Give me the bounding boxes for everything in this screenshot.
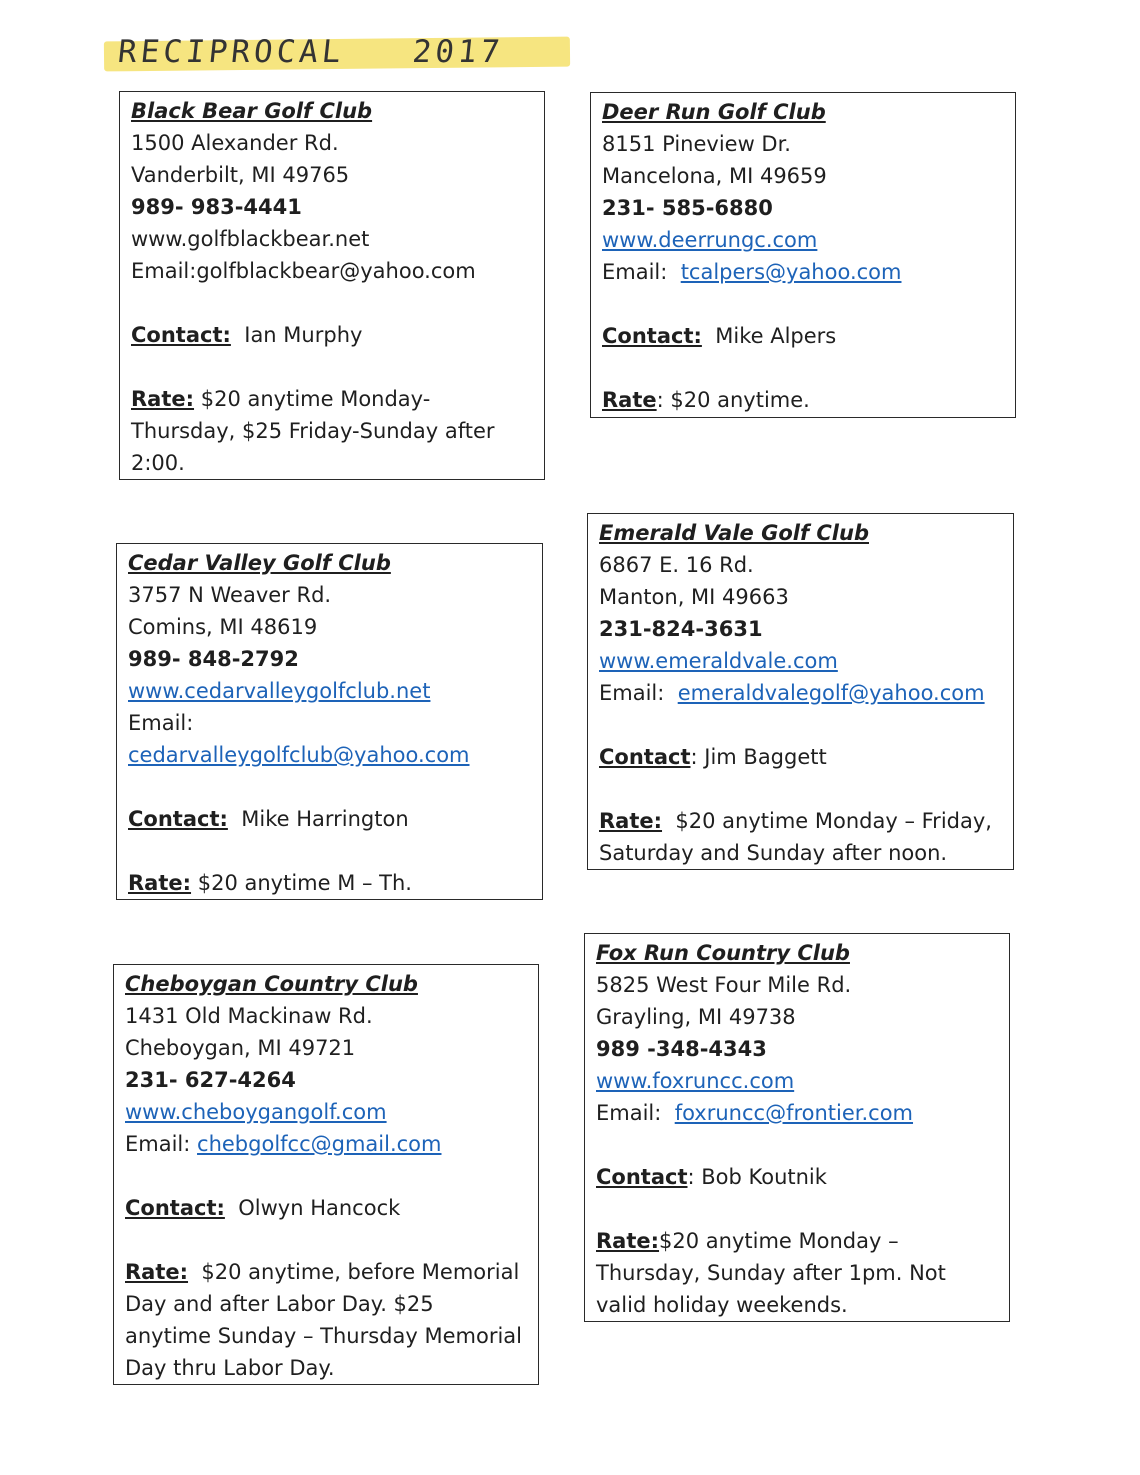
rate-label: Rate:: [125, 1260, 189, 1284]
rate-text: $20 anytime, before Memorial: [201, 1260, 520, 1284]
contact-label: Contact:: [128, 807, 228, 831]
address-line-1: 1431 Old Mackinaw Rd.: [125, 1004, 373, 1028]
rate-label: Rate:: [596, 1229, 660, 1253]
rate-text: $20 anytime Monday – Friday,: [675, 809, 992, 833]
contact-name: : Bob Koutnik: [687, 1165, 827, 1189]
phone-number: 231- 627-4264: [125, 1068, 296, 1092]
club-card-emerald-vale: [587, 513, 1014, 870]
club-name: Fox Run Country Club: [596, 941, 850, 965]
rate-line-4: Day thru Labor Day.: [125, 1356, 335, 1380]
website-link[interactable]: www.cheboygangolf.com: [125, 1100, 387, 1124]
club-name: Cedar Valley Golf Club: [128, 551, 391, 575]
rate-label: Rate:: [599, 809, 663, 833]
address-line-1: 1500 Alexander Rd.: [131, 131, 339, 155]
contact-line: [128, 803, 542, 835]
contact-name: Mike Harrington: [241, 807, 409, 831]
email-line: [602, 256, 1015, 288]
contact-line: [602, 320, 1015, 352]
address-line-2: Cheboygan, MI 49721: [125, 1036, 356, 1060]
club-name: Emerald Vale Golf Club: [599, 521, 869, 545]
contact-line: [131, 319, 544, 351]
rate-line-2: Saturday and Sunday after noon.: [599, 841, 948, 865]
contact-line: [125, 1192, 538, 1224]
email-text: golfblackbear@yahoo.com: [196, 259, 476, 283]
club-name: Black Bear Golf Club: [131, 99, 373, 123]
rate-line-1: [596, 1225, 1009, 1257]
page-title-text: RECIPROCAL 2017: [116, 34, 506, 70]
contact-label: Contact:: [131, 323, 231, 347]
website-link[interactable]: www.emeraldvale.com: [599, 649, 838, 673]
phone-number: 231-824-3631: [599, 617, 763, 641]
club-name: Deer Run Golf Club: [602, 100, 826, 124]
address-line-2: Comins, MI 48619: [128, 615, 318, 639]
club-name: Cheboygan Country Club: [125, 972, 418, 996]
rate-line-2: Thursday, Sunday after 1pm. Not: [596, 1261, 946, 1285]
contact-name: Olwyn Hancock: [238, 1196, 401, 1220]
email-line: [125, 1128, 538, 1160]
club-card-cheboygan: [113, 964, 539, 1385]
email-link[interactable]: cedarvalleygolfclub@yahoo.com: [128, 743, 470, 767]
address-line-2: Vanderbilt, MI 49765: [131, 163, 350, 187]
rate-line-1: [131, 383, 544, 415]
contact-name: Ian Murphy: [244, 323, 363, 347]
rate-line-2: Day and after Labor Day. $25: [125, 1292, 434, 1316]
email-line: [131, 255, 544, 287]
club-card-cedar-valley: [116, 543, 543, 900]
address-line-1: 3757 N Weaver Rd.: [128, 583, 332, 607]
contact-label: Contact:: [125, 1196, 225, 1220]
address-line-1: 5825 West Four Mile Rd.: [596, 973, 852, 997]
rate-label: Rate:: [128, 871, 192, 895]
rate-line-1: [128, 867, 542, 899]
rate-line-3: valid holiday weekends.: [596, 1293, 848, 1317]
contact-name: Mike Alpers: [715, 324, 837, 348]
rate-line-1: [602, 384, 1015, 416]
website-link[interactable]: www.foxruncc.com: [596, 1069, 795, 1093]
address-line-1: 6867 E. 16 Rd.: [599, 553, 754, 577]
phone-number: 231- 585-6880: [602, 196, 773, 220]
rate-line-3: 2:00.: [131, 451, 185, 475]
rate-line-1: [125, 1256, 538, 1288]
address-line-2: Grayling, MI 49738: [596, 1005, 796, 1029]
email-link[interactable]: emeraldvalegolf@yahoo.com: [677, 681, 985, 705]
contact-label: Contact: [599, 745, 691, 769]
contact-line: [596, 1161, 1009, 1193]
rate-line-1: [599, 805, 1013, 837]
contact-label: Contact:: [602, 324, 702, 348]
club-card-black-bear: [119, 91, 545, 480]
email-label: Email:: [128, 711, 194, 735]
contact-line: [599, 741, 1013, 773]
phone-number: 989- 848-2792: [128, 647, 299, 671]
rate-line-2: Thursday, $25 Friday-Sunday after: [131, 419, 495, 443]
email-link[interactable]: foxruncc@frontier.com: [674, 1101, 914, 1125]
email-line: [599, 677, 1013, 709]
rate-text: $20 anytime M – Th.: [197, 871, 412, 895]
email-link[interactable]: tcalpers@yahoo.com: [680, 260, 902, 284]
email-label: Email:: [131, 259, 197, 283]
email-label: Email:: [599, 681, 665, 705]
email-label: Email:: [602, 260, 668, 284]
email-label: Email:: [125, 1132, 191, 1156]
address-line-2: Manton, MI 49663: [599, 585, 789, 609]
website-link[interactable]: www.cedarvalleygolfclub.net: [128, 679, 431, 703]
rate-text: $20 anytime Monday –: [659, 1229, 899, 1253]
page-title: [104, 32, 570, 74]
rate-text: : $20 anytime.: [656, 388, 810, 412]
contact-label: Contact: [596, 1165, 688, 1189]
address-line-2: Mancelona, MI 49659: [602, 164, 827, 188]
contact-name: : Jim Baggett: [690, 745, 827, 769]
email-line: [596, 1097, 1009, 1129]
club-card-deer-run: [590, 92, 1016, 418]
rate-label: Rate:: [131, 387, 195, 411]
phone-number: 989 -348-4343: [596, 1037, 767, 1061]
website-link[interactable]: www.deerrungc.com: [602, 228, 818, 252]
rate-line-3: anytime Sunday – Thursday Memorial: [125, 1324, 522, 1348]
rate-text: $20 anytime Monday-: [200, 387, 431, 411]
website-text: www.golfblackbear.net: [131, 227, 370, 251]
address-line-1: 8151 Pineview Dr.: [602, 132, 791, 156]
rate-label: Rate: [602, 388, 657, 412]
email-label: Email:: [596, 1101, 662, 1125]
email-link[interactable]: chebgolfcc@gmail.com: [197, 1132, 442, 1156]
phone-number: 989- 983-4441: [131, 195, 302, 219]
club-card-fox-run: [584, 933, 1010, 1322]
